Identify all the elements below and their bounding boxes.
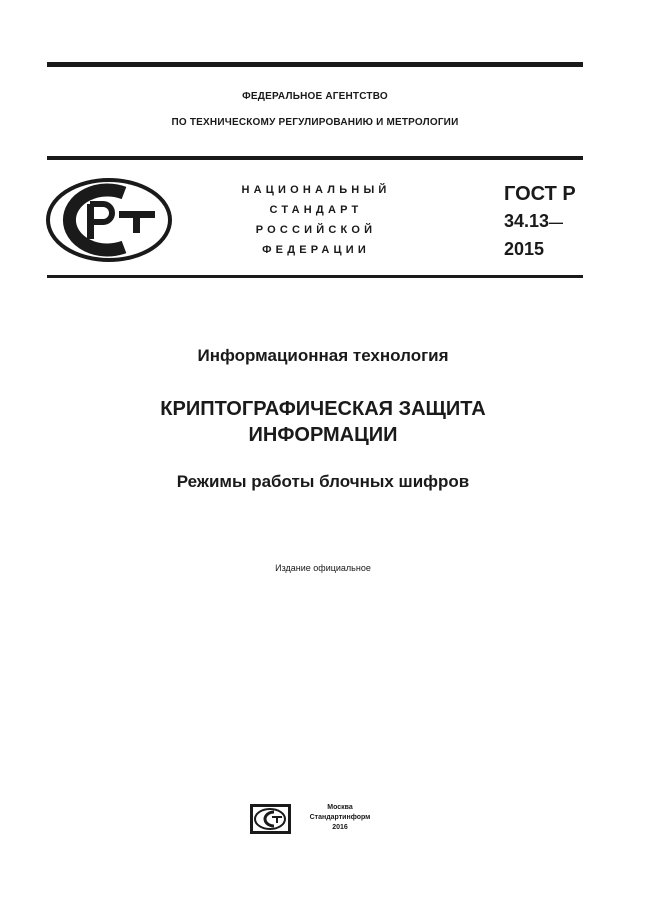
- agency-line-2: ПО ТЕХНИЧЕСКОМУ РЕГУЛИРОВАНИЮ И МЕТРОЛОГИИ: [171, 117, 459, 128]
- title-main: [0, 396, 646, 448]
- bottom-rule: [47, 275, 583, 278]
- standard-type-line-3: РОССИЙСКОЙ: [255, 224, 377, 236]
- standartinform-logo-icon: [249, 803, 292, 835]
- title-subtitle: Режимы работы блочных шифров: [176, 472, 470, 491]
- publisher-name: Стандартинформ: [309, 814, 371, 821]
- designation-number: 34.13: [504, 211, 550, 231]
- edition-label: Издание официальное: [275, 563, 371, 573]
- title-main-line-2: ИНФОРМАЦИИ: [248, 424, 398, 446]
- designation-year: 2015: [504, 239, 545, 259]
- top-rule: [47, 62, 583, 67]
- standard-type-line-2: СТАНДАРТ: [269, 204, 363, 216]
- agency-line-1: ФЕДЕРАЛЬНОЕ АГЕНТСТВО: [242, 91, 388, 102]
- standard-type: [216, 180, 416, 260]
- title-general: Информационная технология: [197, 346, 449, 365]
- middle-rule: [47, 156, 583, 160]
- designation-prefix: ГОСТ Р: [504, 183, 576, 205]
- publisher-block: [296, 803, 384, 833]
- standard-designation: [504, 181, 576, 263]
- title-main-line-1: КРИПТОГРАФИЧЕСКАЯ ЗАЩИТА: [160, 398, 486, 420]
- standard-type-line-4: ФЕДЕРАЦИИ: [262, 244, 370, 256]
- designation-number-row: [504, 208, 576, 236]
- publisher-year: 2016: [332, 824, 348, 831]
- publisher-city: Москва: [327, 804, 353, 811]
- rst-logo-icon: [45, 177, 173, 263]
- designation-dash: —: [549, 214, 564, 230]
- standard-type-line-1: НАЦИОНАЛЬНЫЙ: [241, 184, 391, 196]
